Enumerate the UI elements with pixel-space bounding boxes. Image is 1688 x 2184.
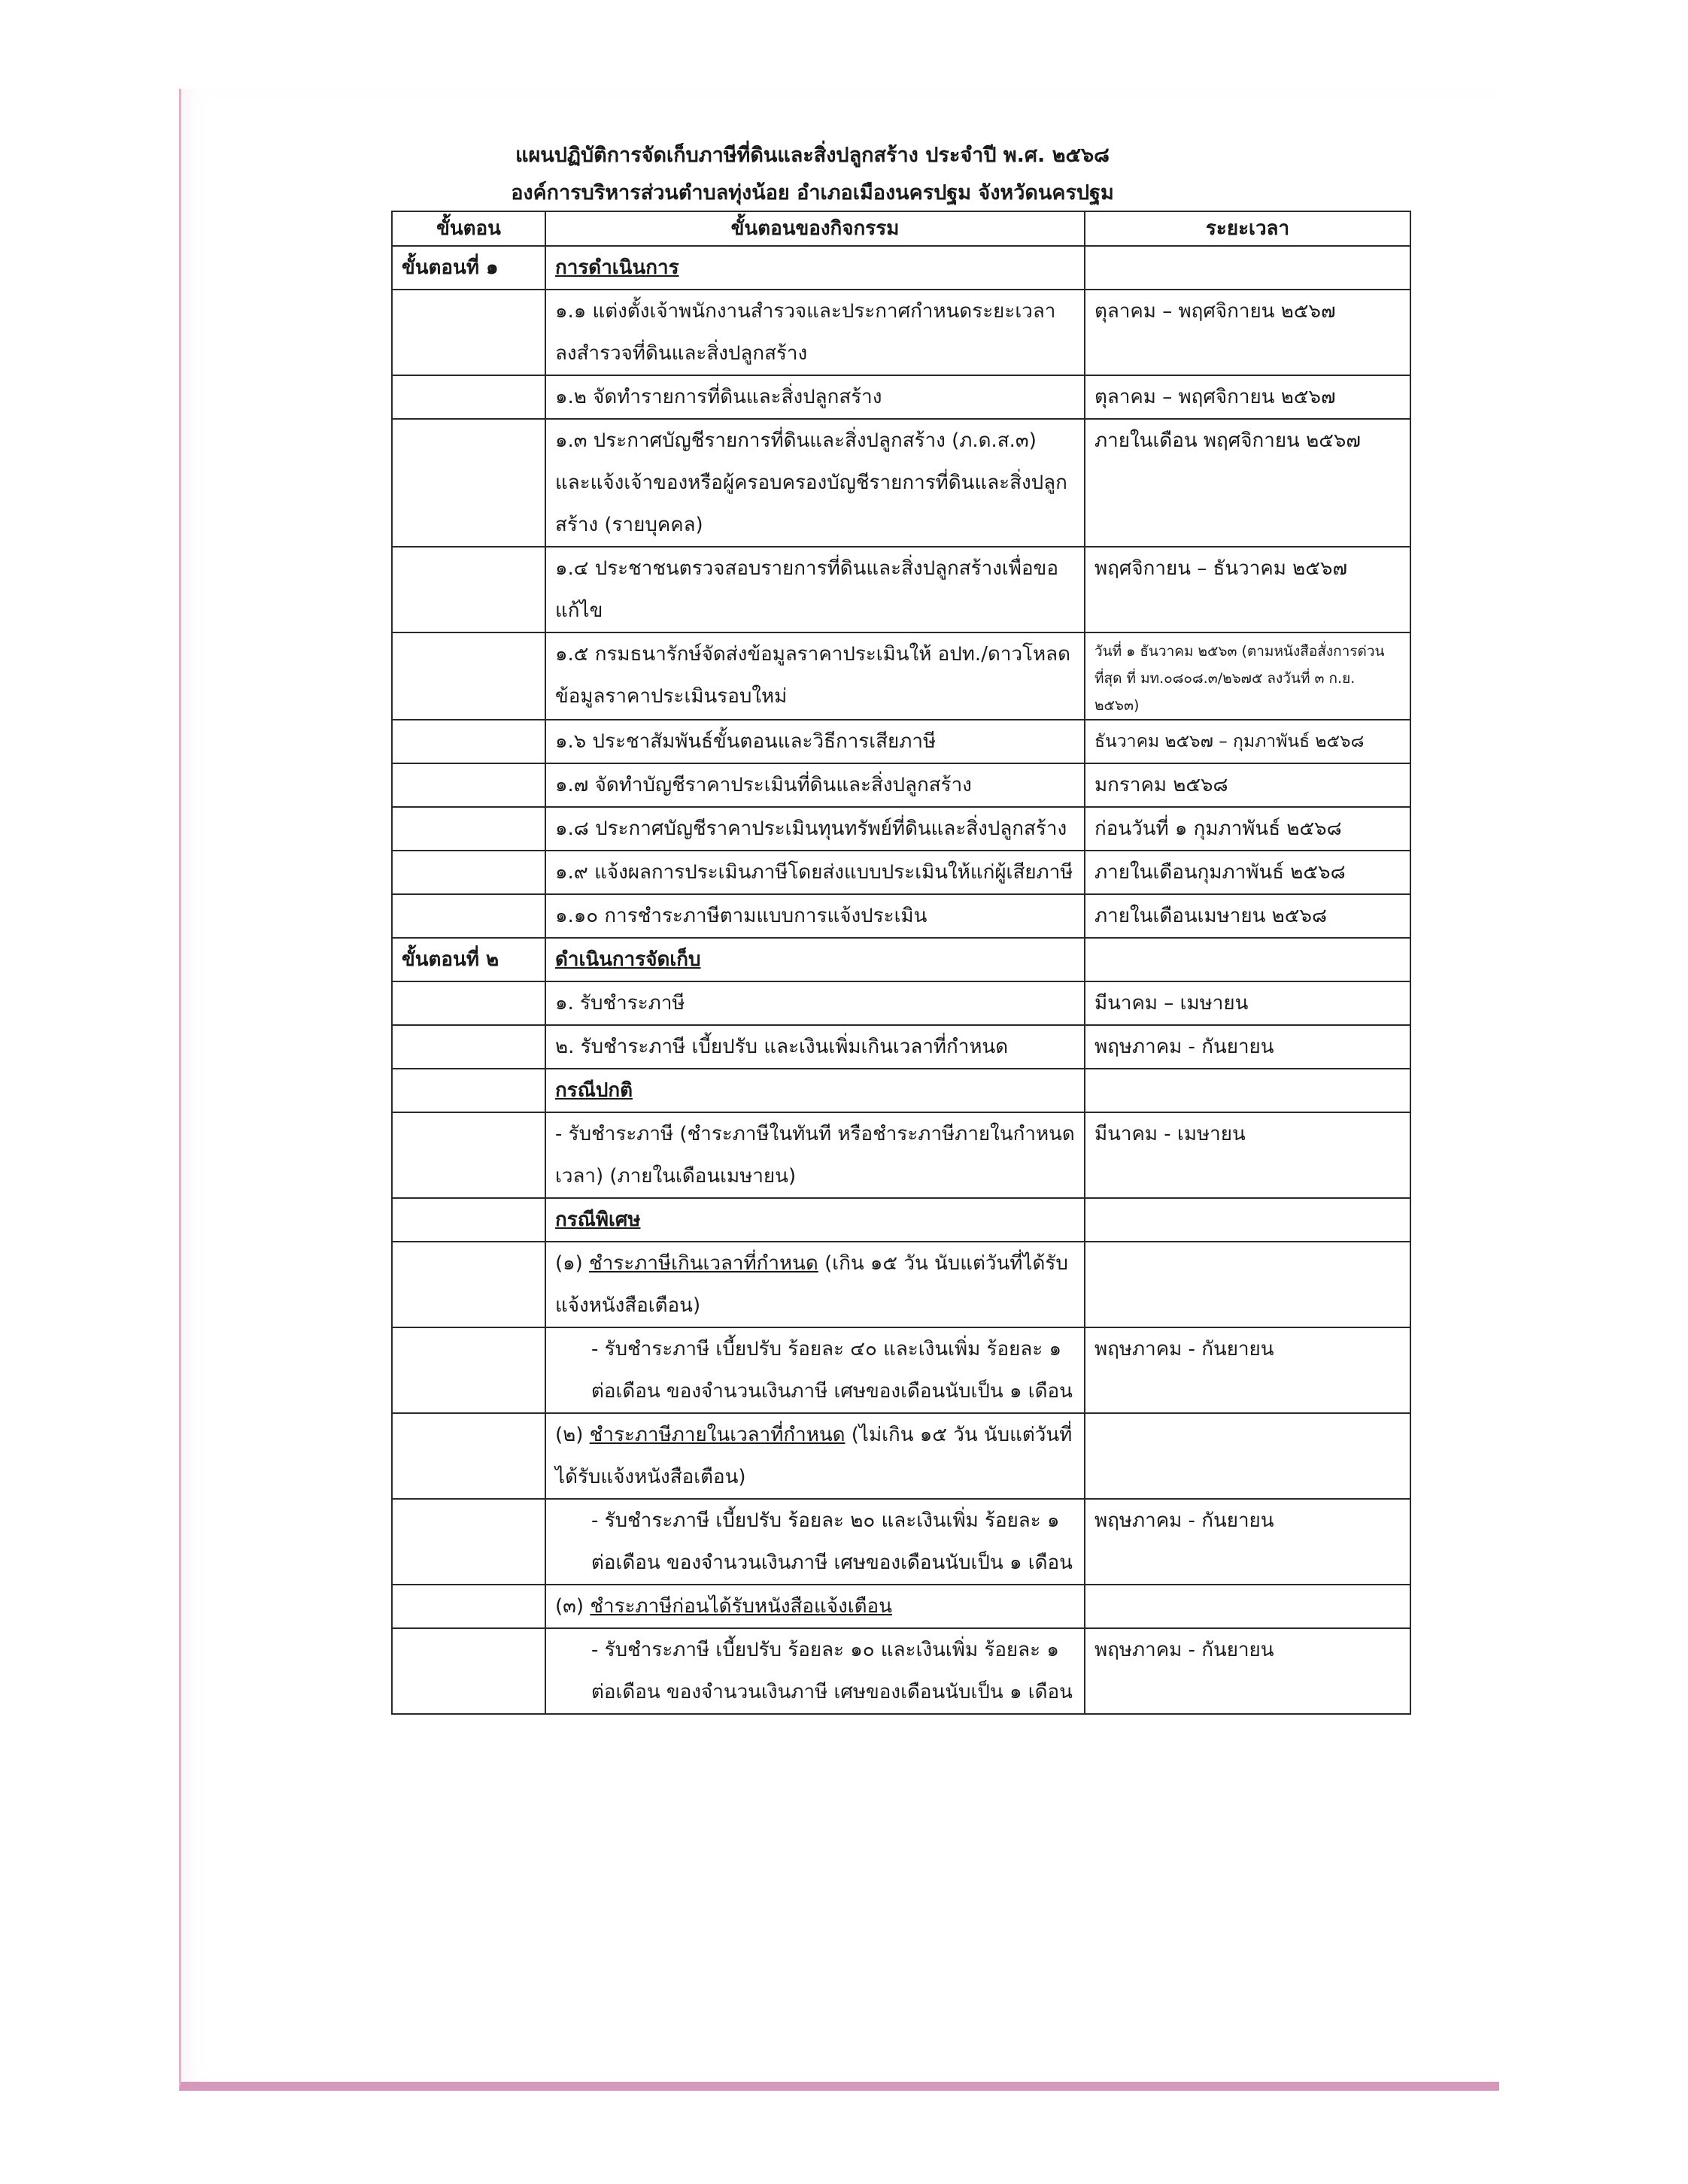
step-cell-empty [392,1413,545,1499]
case-title: ชำระภาษีภายในเวลาที่กำหนด [589,1424,846,1446]
activity-cell: ดำเนินการจัดเก็บ [545,938,1085,981]
step-cell-empty [392,763,545,807]
period-cell: ภายในเดือนเมษายน ๒๕๖๘ [1085,894,1410,938]
table-row [392,1112,1410,1198]
table-row [392,763,1410,807]
case-number: (๒) [555,1424,584,1446]
table-row [392,1413,1410,1499]
period-cell [1085,938,1410,981]
activity-cell: การดำเนินการ [545,246,1085,290]
document-title [369,137,1256,212]
period-cell [1085,246,1410,290]
step-label-2: ขั้นตอนที่ ๒ [392,938,545,981]
case-number: (๓) [555,1595,584,1618]
period-cell: มีนาคม – เมษายน [1085,981,1410,1025]
table-row [392,246,1410,290]
activity-cell [545,1585,1085,1628]
step-cell-empty [392,290,545,375]
period-cell: ภายในเดือนกุมภาพันธ์ ๒๕๖๘ [1085,851,1410,894]
activity-cell: ๒. รับชำระภาษี เบี้ยปรับ และเงินเพิ่มเกินเวลาที่กำหนด [545,1025,1085,1069]
step-cell-empty [392,1025,545,1069]
table-row [392,632,1410,720]
step-cell-empty [392,1112,545,1198]
step-cell-empty [392,1628,545,1714]
case-number: (๑) [555,1252,583,1275]
period-cell: ธันวาคม ๒๕๖๗ – กุมภาพันธ์ ๒๕๖๘ [1085,720,1410,763]
activity-cell [545,1413,1085,1499]
activity-cell: ๑.๑๐ การชำระภาษีตามแบบการแจ้งประเมิน [545,894,1085,938]
period-cell: วันที่ ๑ ธันวาคม ๒๕๖๓ (ตามหนังสือสั่งการด่วนที่สุด ที่ มท.๐๘๐๘.๓/๒๖๗๕ ลงวันที่ ๓ ก.ย. ๒๕๖๓) [1085,632,1410,720]
activity-cell: - รับชำระภาษี เบี้ยปรับ ร้อยละ ๑๐ และเงินเพิ่ม ร้อยละ ๑ ต่อเดือน ของจำนวนเงินภาษี เศษของเดือนนับเป็น ๑ เดือน [545,1628,1085,1714]
step-cell-empty [392,375,545,419]
period-cell: พฤศจิกายน – ธันวาคม ๒๕๖๗ [1085,547,1410,632]
step-label-1: ขั้นตอนที่ ๑ [392,246,545,290]
period-cell [1085,1242,1410,1327]
table-row [392,419,1410,547]
table-row [392,1628,1410,1714]
step-cell-empty [392,547,545,632]
step-cell-empty [392,1327,545,1413]
activity-cell: กรณีพิเศษ [545,1198,1085,1242]
header-period: ระยะเวลา [1085,211,1410,246]
period-cell: มีนาคม - เมษายน [1085,1112,1410,1198]
activity-cell: ๑.๙ แจ้งผลการประเมินภาษีโดยส่งแบบประเมินให้แก่ผู้เสียภาษี [545,851,1085,894]
step-cell-empty [392,1585,545,1628]
title-line-2: องค์การบริหารส่วนตำบลทุ่งน้อย อำเภอเมืองนครปฐม จังหวัดนครปฐม [511,181,1114,205]
period-cell: มกราคม ๒๕๖๘ [1085,763,1410,807]
table-row [392,720,1410,763]
period-cell [1085,1413,1410,1499]
title-line-1: แผนปฏิบัติการจัดเก็บภาษีที่ดินและสิ่งปลูกสร้าง ประจำปี พ.ศ. ๒๕๖๘ [515,144,1110,167]
step-cell-empty [392,894,545,938]
table-row [392,375,1410,419]
step-cell-empty [392,419,545,547]
table-row [392,894,1410,938]
header-activity: ขั้นตอนของกิจกรรม [545,211,1085,246]
table-row [392,1585,1410,1628]
activity-cell [545,1242,1085,1327]
plan-table [391,211,1411,1715]
activity-cell: ๑.๖ ประชาสัมพันธ์ขั้นตอนและวิธีการเสียภาษี [545,720,1085,763]
activity-cell: - รับชำระภาษี เบี้ยปรับ ร้อยละ ๔๐ และเงินเพิ่ม ร้อยละ ๑ ต่อเดือน ของจำนวนเงินภาษี เศษของเดือนนับเป็น ๑ เดือน [545,1327,1085,1413]
case-detail: (เกิน ๑๕ วัน นับแต่วันที่ได้รับแจ้งหนังสือเตือน) [555,1252,1068,1317]
table-row [392,1327,1410,1413]
table-row [392,807,1410,851]
table-row [392,290,1410,375]
step-cell-empty [392,1499,545,1585]
activity-cell: ๑.๗ จัดทำบัญชีราคาประเมินที่ดินและสิ่งปลูกสร้าง [545,763,1085,807]
table-row [392,1499,1410,1585]
table-row [392,1242,1410,1327]
activity-cell: ๑.๑ แต่งตั้งเจ้าพนักงานสำรวจและประกาศกำหนดระยะเวลาลงสำรวจที่ดินและสิ่งปลูกสร้าง [545,290,1085,375]
case-title: ชำระภาษีเกินเวลาที่กำหนด [589,1252,818,1275]
period-cell: ภายในเดือน พฤศจิกายน ๒๕๖๗ [1085,419,1410,547]
activity-cell: ๑.๔ ประชาชนตรวจสอบรายการที่ดินและสิ่งปลูกสร้างเพื่อขอแก้ไข [545,547,1085,632]
step-cell-empty [392,851,545,894]
period-cell: ตุลาคม – พฤศจิกายน ๒๕๖๗ [1085,290,1410,375]
period-cell [1085,1585,1410,1628]
period-cell: ตุลาคม – พฤศจิกายน ๒๕๖๗ [1085,375,1410,419]
activity-cell: ๑.๓ ประกาศบัญชีรายการที่ดินและสิ่งปลูกสร้าง (ภ.ด.ส.๓) และแจ้งเจ้าของหรือผู้ครอบครองบัญชีรายการที่ดินและสิ่งปลูกสร้าง (รายบุคคล) [545,419,1085,547]
period-cell [1085,1198,1410,1242]
header-step: ขั้นตอน [392,211,545,246]
activity-cell: - รับชำระภาษี เบี้ยปรับ ร้อยละ ๒๐ และเงินเพิ่ม ร้อยละ ๑ ต่อเดือน ของจำนวนเงินภาษี เศษของเดือนนับเป็น ๑ เดือน [545,1499,1085,1585]
activity-cell: ๑.๕ กรมธนารักษ์จัดส่งข้อมูลราคาประเมินให้ อปท./ดาวโหลดข้อมูลราคาประเมินรอบใหม่ [545,632,1085,720]
activity-cell: ๑.๒ จัดทำรายการที่ดินและสิ่งปลูกสร้าง [545,375,1085,419]
period-cell: พฤษภาคม - กันยายน [1085,1628,1410,1714]
period-cell: พฤษภาคม - กันยายน [1085,1327,1410,1413]
period-cell: พฤษภาคม - กันยายน [1085,1025,1410,1069]
step-cell-empty [392,1242,545,1327]
step-cell-empty [392,1198,545,1242]
step-cell-empty [392,720,545,763]
case-detail: (ไม่เกิน ๑๕ วัน นับแต่วันที่ได้รับแจ้งหนังสือเตือน) [555,1424,1073,1488]
step-cell-empty [392,1069,545,1112]
period-cell: พฤษภาคม - กันยายน [1085,1499,1410,1585]
table-row [392,1198,1410,1242]
period-cell: ก่อนวันที่ ๑ กุมภาพันธ์ ๒๕๖๘ [1085,807,1410,851]
step-cell-empty [392,981,545,1025]
step-cell-empty [392,807,545,851]
table-row [392,938,1410,981]
table-row [392,547,1410,632]
table-row [392,981,1410,1025]
activity-cell: - รับชำระภาษี (ชำระภาษีในทันที หรือชำระภาษีภายในกำหนดเวลา) (ภายในเดือนเมษายน) [545,1112,1085,1198]
table-header-row [392,211,1410,246]
activity-cell: ๑. รับชำระภาษี [545,981,1085,1025]
table-row [392,851,1410,894]
activity-cell: กรณีปกติ [545,1069,1085,1112]
table-row [392,1069,1410,1112]
table-row [392,1025,1410,1069]
period-cell [1085,1069,1410,1112]
activity-cell: ๑.๘ ประกาศบัญชีราคาประเมินทุนทรัพย์ที่ดินและสิ่งปลูกสร้าง [545,807,1085,851]
case-title: ชำระภาษีก่อนได้รับหนังสือแจ้งเตือน [590,1595,892,1618]
step-cell-empty [392,632,545,720]
